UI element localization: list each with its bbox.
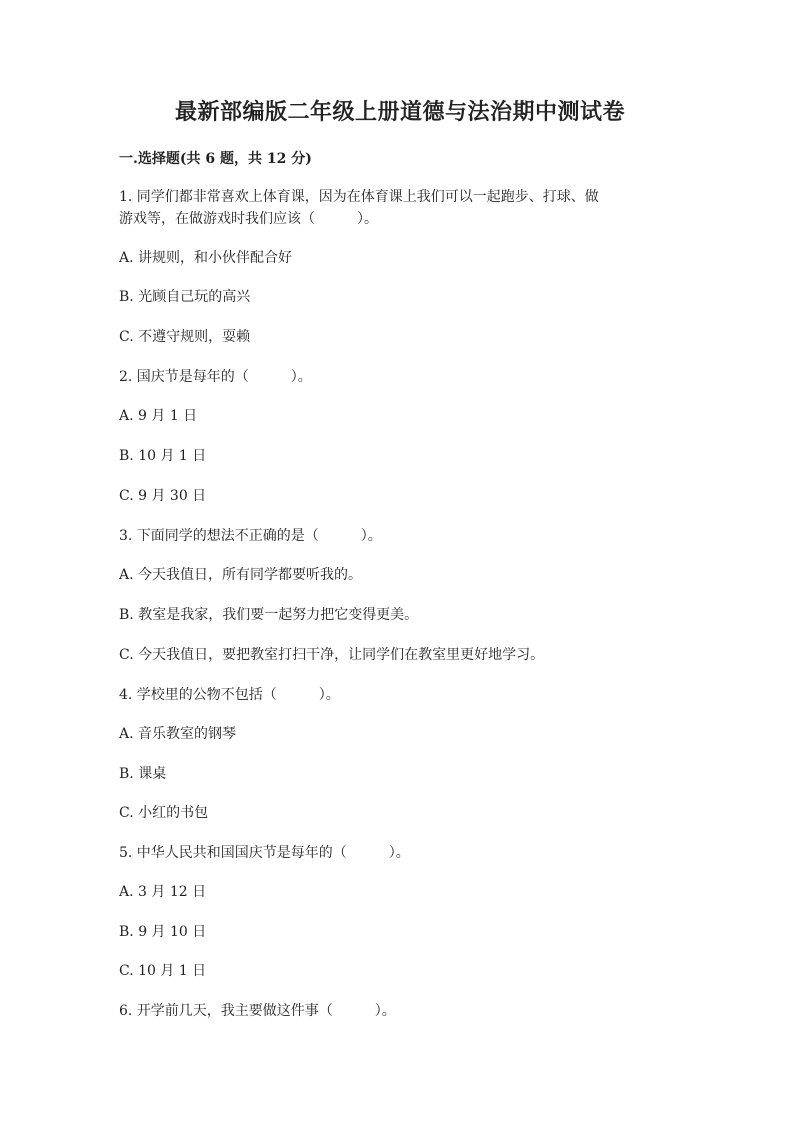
section-heading: 一.选择题(共 6 题，共 12 分) bbox=[119, 151, 312, 167]
question-4-stem: 4. 学校里的公物不包括（ ）。 bbox=[119, 687, 340, 703]
question-3-option-c: C. 今天我值日，要把教室打扫干净，让同学们在教室里更好地学习。 bbox=[119, 647, 545, 663]
question-3-option-b: B. 教室是我家，我们要一起努力把它变得更美。 bbox=[119, 607, 419, 623]
question-1-option-a: A. 讲规则，和小伙伴配合好 bbox=[119, 250, 293, 266]
page-title: 最新部编版二年级上册道德与法治期中测试卷 bbox=[174, 99, 625, 125]
question-5-option-b: B. 9 月 10 日 bbox=[119, 924, 207, 940]
question-3-option-a: A. 今天我值日，所有同学都要听我的。 bbox=[119, 567, 363, 583]
question-5-stem: 5. 中华人民共和国国庆节是每年的（ ）。 bbox=[119, 845, 410, 861]
question-2-option-b: B. 10 月 1 日 bbox=[119, 448, 207, 464]
question-4-option-c: C. 小红的书包 bbox=[119, 805, 209, 821]
question-5-option-a: A. 3 月 12 日 bbox=[119, 884, 207, 900]
question-5-option-c: C. 10 月 1 日 bbox=[119, 963, 207, 979]
question-1-option-b: B. 光顾自己玩的高兴 bbox=[119, 289, 251, 305]
question-2-option-a: A. 9 月 1 日 bbox=[119, 408, 198, 424]
question-1-stem-line-1: 1. 同学们都非常喜欢上体育课，因为在体育课上我们可以一起跑步、打球、做 bbox=[119, 189, 599, 205]
question-3-stem: 3. 下面同学的想法不正确的是（ ）。 bbox=[119, 528, 382, 544]
question-4-option-b: B. 课桌 bbox=[119, 766, 167, 782]
question-4-option-a: A. 音乐教室的钢琴 bbox=[119, 726, 237, 742]
question-2-option-c: C. 9 月 30 日 bbox=[119, 488, 207, 504]
question-1-option-c: C. 不遵守规则，耍赖 bbox=[119, 329, 251, 345]
question-1-stem-line-2: 游戏等，在做游戏时我们应该（ ）。 bbox=[119, 211, 378, 227]
question-2-stem: 2. 国庆节是每年的（ ）。 bbox=[119, 369, 312, 385]
question-6-stem: 6. 开学前几天，我主要做这件事（ ）。 bbox=[119, 1003, 396, 1019]
